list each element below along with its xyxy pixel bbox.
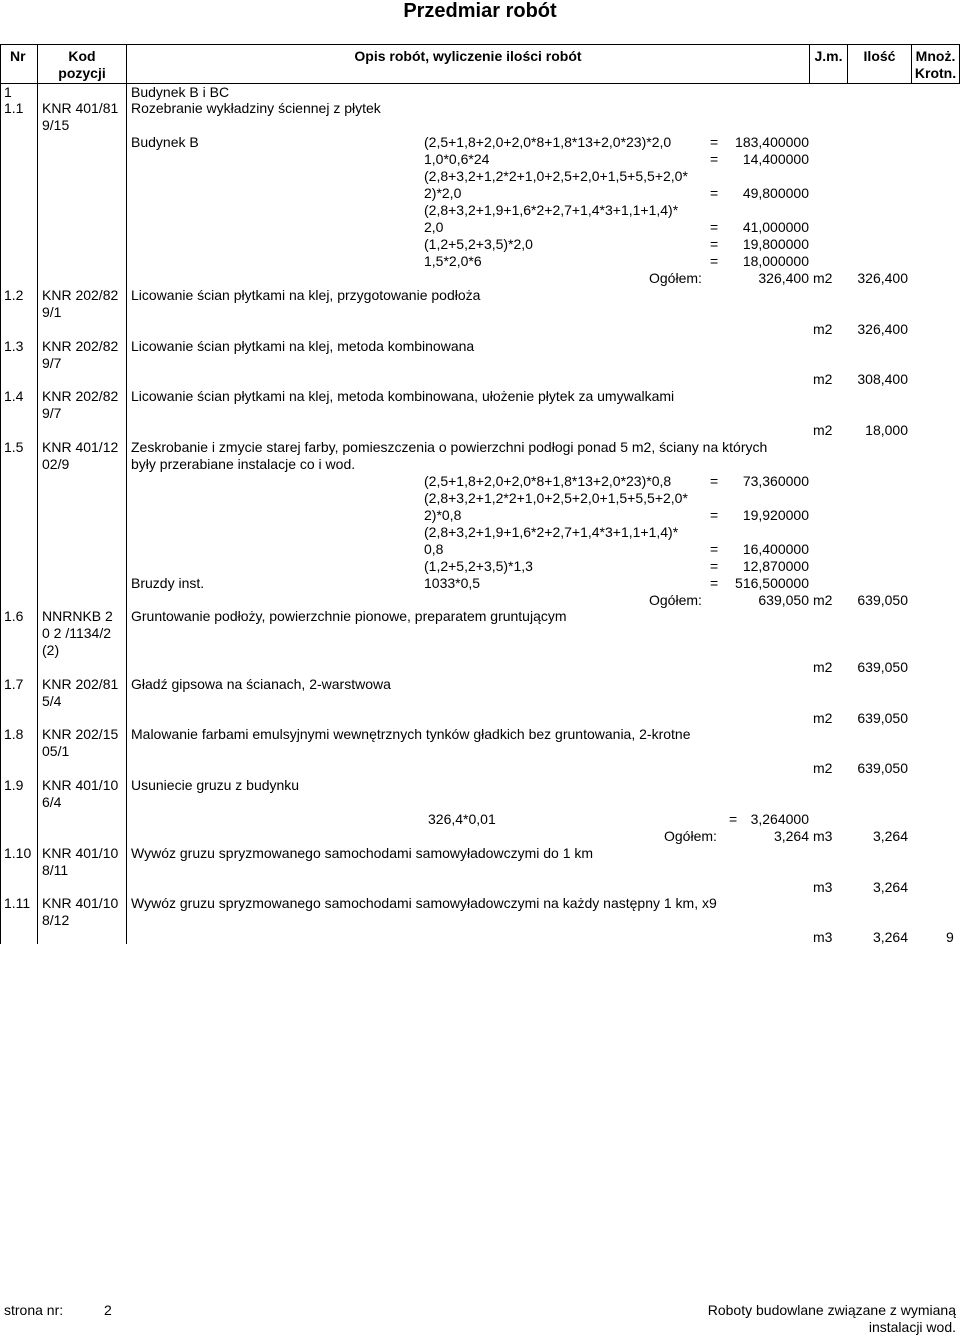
item-nr: 1.3 [4, 338, 24, 354]
calc-expr: 1033*0,5 [424, 575, 481, 591]
item-kod: KNR 401/10 [42, 777, 119, 793]
calc-expr: (2,8+3,2+1,2*2+1,0+2,5+2,0+1,5+5,5+2,0* [424, 168, 688, 184]
item-nr: 1.8 [4, 726, 24, 742]
item-kod-2: 9/1 [42, 304, 62, 320]
item-jm: m2 [813, 659, 833, 675]
item-jm: m2 [813, 422, 833, 438]
footer-project-title: Roboty budowlane związane z wymianą [707, 1302, 956, 1318]
item-opis: Licowanie ścian płytkami na klej, metoda kombinowana, ułożenie płytek za umywalkami [131, 388, 675, 404]
item-kod-2: 05/1 [42, 743, 70, 759]
calc-eq: = [710, 236, 719, 252]
item-kod-2: 6/4 [42, 794, 62, 810]
item-kod-2: 9/15 [42, 117, 70, 133]
item-ilosc: 18,000 [865, 422, 908, 438]
item-opis: Licowanie ścian płytkami na klej, przygotowanie podłoża [131, 287, 481, 303]
calc-eq: = [710, 558, 719, 574]
item-kod: KNR 401/10 [42, 895, 119, 911]
item-nr: 1.11 [4, 895, 31, 911]
item-kod-2: 02/9 [42, 456, 70, 472]
item-ilosc: 308,400 [857, 371, 908, 387]
item-opis: Malowanie farbami emulsyjnymi wewnętrznych tynków gładkich bez gruntowania, 2-krotne [131, 726, 691, 742]
item-kod: KNR 401/10 [42, 845, 119, 861]
item-kod: KNR 202/82 [42, 287, 119, 303]
col-divider-nr [37, 44, 38, 944]
item-opis: Gładź gipsowa na ścianach, 2-warstwowa [131, 676, 391, 692]
item-jm: m2 [813, 710, 833, 726]
calc-val: 73,360000 [742, 473, 809, 489]
item-opis: Licowanie ścian płytkami na klej, metoda kombinowana [131, 338, 475, 354]
item-ilosc: 639,050 [857, 710, 908, 726]
item-jm: m2 [813, 321, 833, 337]
calc-expr: 2)*2,0 [424, 185, 462, 201]
calc-val: 19,800000 [742, 236, 809, 252]
item-nr: 1.10 [4, 845, 32, 861]
item-ilosc: 639,050 [857, 659, 908, 675]
col-divider-kod [126, 44, 127, 944]
item-kod: KNR 202/82 [42, 388, 119, 404]
calc-val: 16,400000 [742, 541, 809, 557]
item-kod-2: 5/4 [42, 693, 62, 709]
item-kod-2: 0 2 /1134/2 [42, 625, 112, 641]
calc-eq: = [710, 575, 719, 591]
calc-expr: (1,2+5,2+3,5)*1,3 [424, 558, 533, 574]
item-kod-3: (2) [42, 642, 60, 658]
footer-page-number: 2 [104, 1302, 112, 1318]
item-opis: Rozebranie wykładziny ściennej z płytek [131, 100, 381, 116]
item-ilosc: 639,050 [857, 760, 908, 776]
calc-expr: 2,0 [424, 219, 444, 235]
footer-page-label: strona nr: [4, 1302, 64, 1318]
item-opis-2: były przerabiane instalacje co i wod. [131, 456, 356, 472]
ogolem-val: 326,400 [758, 270, 809, 286]
item-kod: KNR 401/81 [42, 100, 119, 116]
item-kod: KNR 202/81 [42, 676, 119, 692]
header-ilosc: Ilość [863, 48, 896, 64]
calc-eq: = [710, 253, 719, 269]
item-jm: m2 [813, 592, 833, 608]
calc-expr: (2,5+1,8+2,0+2,0*8+1,8*13+2,0*23)*2,0 [424, 134, 672, 150]
item-kod-2: 9/7 [42, 355, 62, 371]
calc-label: Bruzdy inst. [131, 575, 205, 591]
calc-val: 516,500000 [735, 575, 809, 591]
calc-eq: = [710, 473, 719, 489]
calc-val: 49,800000 [742, 185, 809, 201]
item-nr: 1.2 [4, 287, 24, 303]
calc-expr: (2,5+1,8+2,0+2,0*8+1,8*13+2,0*23)*0,8 [424, 473, 672, 489]
calc-expr: 1,0*0,6*24 [424, 151, 490, 167]
item-ilosc: 326,400 [857, 270, 908, 286]
calc-label: Budynek B [131, 134, 199, 150]
item-jm: m2 [813, 371, 833, 387]
ogolem-val: 639,050 [758, 592, 809, 608]
calc-expr: 326,4*0,01 [428, 811, 496, 827]
header-jm: J.m. [814, 48, 843, 64]
item-nr: 1.7 [4, 676, 24, 692]
item-nr: 1.6 [4, 608, 24, 624]
header-kod-2: pozycji [58, 65, 106, 81]
calc-eq: = [710, 151, 719, 167]
item-opis: Usuniecie gruzu z budynku [131, 777, 300, 793]
item-kod: KNR 202/82 [42, 338, 119, 354]
calc-val: 41,000000 [742, 219, 809, 235]
table-top-border [0, 44, 960, 45]
item-jm: m3 [813, 929, 833, 945]
item-nr: 1.9 [4, 777, 24, 793]
item-opis: Gruntowanie podłoży, powierzchnie pionowe, preparatem gruntującym [131, 608, 567, 624]
ogolem-val: 3,264 [773, 828, 809, 844]
header-opis: Opis robót, wyliczenie ilości robót [354, 48, 582, 64]
ogolem-label: Ogółem: [664, 828, 717, 844]
calc-val: 19,920000 [742, 507, 809, 523]
calc-val: 14,400000 [742, 151, 809, 167]
item-opis: Zeskrobanie i zmycie starej farby, pomieszczenia o powierzchni podłogi ponad 5 m2, ściany na których [131, 439, 768, 455]
calc-expr: (2,8+3,2+1,9+1,6*2+2,7+1,4*3+1,1+1,4)* [424, 202, 679, 218]
calc-expr: 0,8 [424, 541, 444, 557]
item-opis: Wywóz gruzu spryzmowanego samochodami samowyładowczymi na każdy następny 1 km, x9 [131, 895, 717, 911]
item-ilosc: 326,400 [857, 321, 908, 337]
calc-expr: (2,8+3,2+1,9+1,6*2+2,7+1,4*3+1,1+1,4)* [424, 524, 679, 540]
item-opis: Wywóz gruzu spryzmowanego samochodami samowyładowczymi do 1 km [131, 845, 594, 861]
item-ilosc: 639,050 [857, 592, 908, 608]
header-nr: Nr [10, 48, 26, 64]
calc-eq: = [710, 507, 719, 523]
calc-eq: = [710, 219, 719, 235]
calc-expr: (2,8+3,2+1,2*2+1,0+2,5+2,0+1,5+5,5+2,0* [424, 490, 688, 506]
calc-eq: = [710, 541, 719, 557]
header-kod: Kod [68, 48, 96, 64]
item-nr: 1.5 [4, 439, 24, 455]
ogolem-label: Ogółem: [649, 270, 702, 286]
item-ilosc: 3,264 [872, 828, 908, 844]
item-jm: m3 [813, 879, 833, 895]
calc-expr: 1,5*2,0*6 [424, 253, 482, 269]
section-label: Budynek B i BC [131, 84, 230, 100]
col-divider-left [0, 44, 1, 944]
item-jm: m2 [813, 760, 833, 776]
item-jm: m2 [813, 270, 833, 286]
calc-eq: = [729, 811, 738, 827]
footer-project-title-2: instalacji wod. [868, 1319, 956, 1335]
header-mnoz: Mnoż. [915, 48, 956, 64]
item-kod-2: 8/11 [42, 862, 69, 878]
calc-expr: 2)*0,8 [424, 507, 462, 523]
section-nr: 1 [4, 84, 12, 100]
item-kod-2: 9/7 [42, 405, 62, 421]
item-kod: KNR 401/12 [42, 439, 119, 455]
calc-eq: = [710, 134, 719, 150]
item-kod: KNR 202/15 [42, 726, 119, 742]
calc-eq: = [710, 185, 719, 201]
page-title: Przedmiar robót [403, 0, 557, 22]
ogolem-label: Ogółem: [649, 592, 702, 608]
item-kod-2: 8/12 [42, 912, 70, 928]
item-nr: 1.1 [4, 100, 24, 116]
calc-val: 18,000000 [742, 253, 809, 269]
item-ilosc: 3,264 [872, 929, 908, 945]
calc-val: 3,264000 [750, 811, 809, 827]
item-jm: m3 [813, 828, 833, 844]
item-ilosc: 3,264 [872, 879, 908, 895]
calc-val: 183,400000 [735, 134, 809, 150]
calc-val: 12,870000 [742, 558, 809, 574]
item-nr: 1.4 [4, 388, 24, 404]
item-kod: NNRNKB 2 [42, 608, 113, 624]
header-mnoz-2: Krotn. [914, 65, 957, 81]
calc-expr: (1,2+5,2+3,5)*2,0 [424, 236, 533, 252]
item-mnoz: 9 [946, 929, 954, 945]
